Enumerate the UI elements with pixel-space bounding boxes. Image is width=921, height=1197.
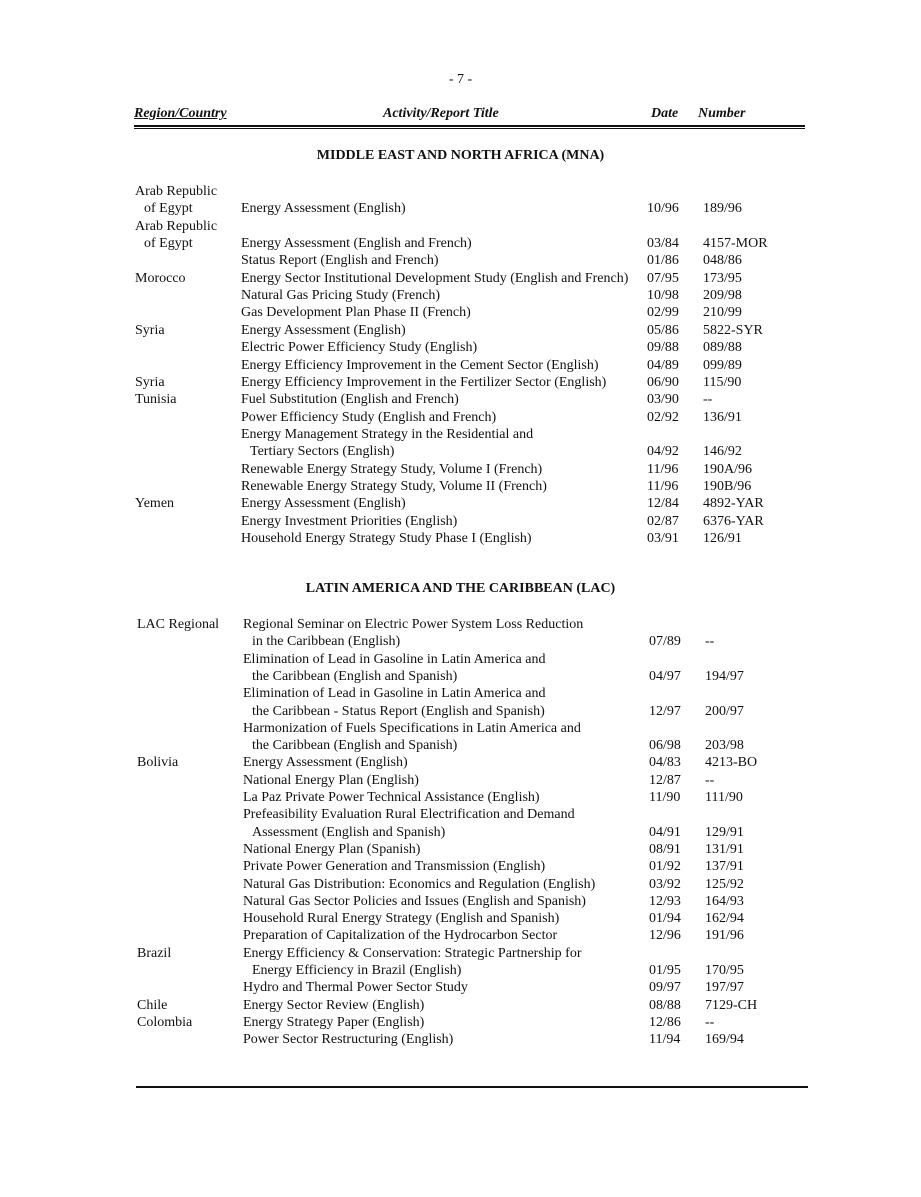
number-cell: 173/95 bbox=[703, 270, 742, 286]
number-cell: 126/91 bbox=[703, 531, 742, 546]
title-cell: Energy Efficiency Improvement in the Cement Sector (English) bbox=[241, 357, 599, 373]
title-cell: Regional Seminar on Electric Power System Loss Reduction bbox=[243, 617, 584, 632]
title-cell: Prefeasibility Evaluation Rural Electrification and Demand bbox=[243, 807, 575, 823]
date-cell: 12/93 bbox=[649, 893, 681, 909]
number-cell: 190B/96 bbox=[703, 478, 752, 494]
number-cell: 203/98 bbox=[705, 738, 744, 754]
number-cell: 4157-MOR bbox=[703, 236, 768, 252]
table-row bbox=[0, 495, 921, 512]
table-row bbox=[0, 218, 921, 235]
date-cell: 12/96 bbox=[649, 928, 681, 944]
title-cell: Energy Sector Institutional Development Study (English and French) bbox=[241, 270, 629, 286]
number-cell: 190A/96 bbox=[703, 461, 752, 477]
column-header bbox=[0, 106, 921, 126]
number-cell: 089/88 bbox=[703, 340, 742, 356]
number-cell: 162/94 bbox=[705, 911, 744, 927]
number-cell: -- bbox=[705, 1014, 715, 1030]
number-cell: 111/90 bbox=[705, 790, 743, 805]
table-row bbox=[0, 478, 921, 495]
number-cell: -- bbox=[705, 772, 715, 788]
title-cell: National Energy Plan (Spanish) bbox=[243, 841, 421, 857]
table-row bbox=[0, 616, 921, 633]
title-cell: La Paz Private Power Technical Assistance (English) bbox=[243, 790, 540, 805]
date-cell: 06/98 bbox=[649, 738, 681, 754]
table-row bbox=[0, 893, 921, 910]
title-cell: Harmonization of Fuels Specifications in Latin America and bbox=[243, 720, 581, 736]
date-cell: 04/92 bbox=[647, 444, 679, 460]
title-cell: Energy Management Strategy in the Residential and bbox=[241, 426, 534, 442]
table-row bbox=[0, 374, 921, 391]
table-row bbox=[0, 200, 921, 217]
table-row bbox=[0, 322, 921, 339]
table-row bbox=[0, 685, 921, 702]
title-cell: Natural Gas Pricing Study (French) bbox=[241, 288, 441, 304]
table-row bbox=[0, 651, 921, 668]
date-cell: 12/84 bbox=[647, 496, 679, 512]
title-cell: Electric Power Efficiency Study (English) bbox=[241, 340, 478, 356]
number-cell: 136/91 bbox=[703, 409, 742, 425]
region-cell: Chile bbox=[137, 997, 168, 1013]
number-cell: 146/92 bbox=[703, 444, 742, 460]
region-cell: Bolivia bbox=[137, 755, 179, 771]
date-cell: 03/91 bbox=[647, 531, 679, 546]
table-row bbox=[0, 409, 921, 426]
date-cell: 10/96 bbox=[647, 201, 679, 217]
date-cell: 04/97 bbox=[649, 668, 681, 684]
title-cell: the Caribbean (English and Spanish) bbox=[252, 668, 458, 684]
table-row bbox=[0, 391, 921, 408]
table-row bbox=[0, 287, 921, 304]
title-cell: Energy Efficiency Improvement in the Fertilizer Sector (English) bbox=[241, 374, 607, 390]
region-cell: Arab Republic bbox=[135, 218, 218, 234]
table-row bbox=[0, 530, 921, 547]
header-number: Number bbox=[698, 106, 746, 121]
number-cell: 194/97 bbox=[705, 668, 744, 684]
title-cell: in the Caribbean (English) bbox=[252, 634, 401, 650]
header-region: Region/Country bbox=[134, 106, 227, 121]
section-heading: MIDDLE EAST AND NORTH AFRICA (MNA) bbox=[316, 148, 605, 163]
date-cell: 03/84 bbox=[647, 236, 679, 252]
title-cell: Household Energy Strategy Study Phase I (English) bbox=[241, 531, 532, 546]
section-heading: LATIN AMERICA AND THE CARIBBEAN (LAC) bbox=[305, 581, 616, 596]
table-row bbox=[0, 824, 921, 841]
table-row bbox=[0, 997, 921, 1014]
date-cell: 01/94 bbox=[649, 911, 681, 927]
date-cell: 12/86 bbox=[649, 1014, 681, 1030]
date-cell: 03/90 bbox=[647, 392, 679, 408]
table-row bbox=[0, 910, 921, 927]
date-cell: 03/92 bbox=[649, 876, 681, 892]
date-cell: 04/91 bbox=[649, 824, 681, 840]
number-cell: 200/97 bbox=[705, 703, 744, 719]
date-cell: 02/87 bbox=[647, 513, 679, 529]
table-row bbox=[0, 737, 921, 754]
table-row bbox=[0, 962, 921, 979]
date-cell: 09/88 bbox=[647, 340, 679, 356]
number-cell: 115/90 bbox=[703, 374, 742, 390]
region-cell: Syria bbox=[135, 322, 165, 338]
region-cell: Brazil bbox=[137, 945, 172, 961]
date-cell: 02/92 bbox=[647, 409, 679, 425]
date-cell: 07/95 bbox=[647, 270, 679, 286]
title-cell: Energy Assessment (English) bbox=[241, 201, 406, 217]
number-cell: 191/96 bbox=[705, 928, 744, 944]
number-cell: 7129-CH bbox=[705, 997, 758, 1013]
title-cell: Hydro and Thermal Power Sector Study bbox=[243, 980, 468, 996]
table-row bbox=[0, 461, 921, 478]
region-cell: of Egypt bbox=[144, 236, 193, 252]
table-row bbox=[0, 789, 921, 806]
table-row bbox=[0, 927, 921, 944]
date-cell: 12/97 bbox=[649, 703, 681, 719]
date-cell: 11/94 bbox=[649, 1032, 681, 1048]
table-row bbox=[0, 945, 921, 962]
title-cell: Renewable Energy Strategy Study, Volume II (French) bbox=[241, 478, 547, 494]
title-cell: Energy Sector Review (English) bbox=[243, 997, 425, 1013]
title-cell: National Energy Plan (English) bbox=[243, 772, 419, 788]
title-cell: Household Rural Energy Strategy (English and Spanish) bbox=[243, 911, 560, 927]
number-cell: 6376-YAR bbox=[703, 513, 764, 529]
date-cell: 01/95 bbox=[649, 963, 681, 978]
table-row bbox=[0, 806, 921, 823]
date-cell: 11/96 bbox=[647, 478, 679, 494]
number-cell: 189/96 bbox=[703, 201, 742, 217]
region-cell: of Egypt bbox=[144, 201, 193, 217]
title-cell: Energy Assessment (English and French) bbox=[241, 236, 472, 252]
number-cell: 099/89 bbox=[703, 357, 742, 373]
title-cell: the Caribbean - Status Report (English and Spanish) bbox=[252, 703, 545, 719]
title-cell: Natural Gas Distribution: Economics and Regulation (English) bbox=[243, 876, 596, 892]
table-row bbox=[0, 357, 921, 374]
table-row bbox=[0, 426, 921, 443]
table-row bbox=[0, 1014, 921, 1031]
header-date: Date bbox=[651, 106, 679, 121]
date-cell: 07/89 bbox=[649, 634, 681, 650]
title-cell: Gas Development Plan Phase II (French) bbox=[241, 305, 471, 321]
number-cell: 125/92 bbox=[705, 876, 744, 892]
title-cell: Assessment (English and Spanish) bbox=[252, 824, 446, 840]
title-cell: Elimination of Lead in Gasoline in Latin America and bbox=[243, 651, 546, 667]
title-cell: Fuel Substitution (English and French) bbox=[241, 392, 459, 408]
table-row bbox=[0, 183, 921, 200]
table-row bbox=[0, 304, 921, 321]
table-row bbox=[0, 270, 921, 287]
table-row bbox=[0, 443, 921, 460]
number-cell: -- bbox=[705, 634, 715, 650]
number-cell: 4213-BO bbox=[705, 755, 758, 771]
region-cell: Colombia bbox=[137, 1014, 193, 1030]
number-cell: 170/95 bbox=[705, 963, 744, 978]
date-cell: 10/98 bbox=[647, 288, 679, 304]
table-row bbox=[0, 252, 921, 269]
table-row bbox=[0, 841, 921, 858]
table-row bbox=[0, 339, 921, 356]
table-row bbox=[0, 235, 921, 252]
number-cell: 131/91 bbox=[705, 841, 744, 857]
region-cell: Yemen bbox=[135, 496, 175, 512]
table-row bbox=[0, 703, 921, 720]
region-cell: Arab Republic bbox=[135, 184, 218, 199]
footer-rule bbox=[136, 1086, 808, 1088]
table-row bbox=[0, 513, 921, 530]
table-row bbox=[0, 1031, 921, 1048]
date-cell: 02/99 bbox=[647, 305, 679, 321]
table-row bbox=[0, 720, 921, 737]
date-cell: 05/86 bbox=[647, 322, 679, 338]
title-cell: Natural Gas Sector Policies and Issues (English and Spanish) bbox=[243, 893, 586, 909]
number-cell: 169/94 bbox=[705, 1032, 744, 1048]
header-rule bbox=[134, 125, 805, 129]
title-cell: the Caribbean (English and Spanish) bbox=[252, 738, 458, 754]
number-cell: 5822-SYR bbox=[703, 322, 763, 338]
title-cell: Energy Assessment (English) bbox=[241, 496, 406, 512]
date-cell: 11/90 bbox=[649, 790, 681, 805]
number-cell: 209/98 bbox=[703, 288, 742, 304]
header-title: Activity/Report Title bbox=[383, 106, 499, 121]
number-cell: 164/93 bbox=[705, 893, 744, 909]
title-cell: Status Report (English and French) bbox=[241, 253, 439, 269]
number-cell: 129/91 bbox=[705, 824, 744, 840]
title-cell: Energy Strategy Paper (English) bbox=[243, 1014, 425, 1030]
date-cell: 01/86 bbox=[647, 253, 679, 269]
title-cell: Private Power Generation and Transmission (English) bbox=[243, 859, 546, 875]
title-cell: Power Sector Restructuring (English) bbox=[243, 1032, 454, 1048]
number-cell: 048/86 bbox=[703, 253, 742, 269]
date-cell: 04/89 bbox=[647, 357, 679, 373]
table-row bbox=[0, 876, 921, 893]
region-cell: Syria bbox=[135, 374, 165, 390]
table-row bbox=[0, 668, 921, 685]
number-cell: 197/97 bbox=[705, 980, 744, 996]
title-cell: Power Efficiency Study (English and French) bbox=[241, 409, 497, 425]
page-number: - 7 - bbox=[448, 72, 473, 87]
table-row bbox=[0, 754, 921, 771]
table-row bbox=[0, 772, 921, 789]
date-cell: 12/87 bbox=[649, 772, 681, 788]
number-cell: 4892-YAR bbox=[703, 496, 764, 512]
date-cell: 08/91 bbox=[649, 841, 681, 857]
title-cell: Energy Investment Priorities (English) bbox=[241, 513, 458, 529]
title-cell: Energy Assessment (English) bbox=[243, 755, 408, 771]
region-cell: Morocco bbox=[135, 270, 186, 286]
date-cell: 09/97 bbox=[649, 980, 681, 996]
table-row bbox=[0, 858, 921, 875]
table-row bbox=[0, 979, 921, 996]
title-cell: Renewable Energy Strategy Study, Volume I (French) bbox=[241, 461, 543, 477]
date-cell: 11/96 bbox=[647, 461, 679, 477]
table-row bbox=[0, 633, 921, 650]
date-cell: 01/92 bbox=[649, 859, 681, 875]
title-cell: Energy Assessment (English) bbox=[241, 322, 406, 338]
title-cell: Energy Efficiency & Conservation: Strategic Partnership for bbox=[243, 945, 582, 961]
title-cell: Energy Efficiency in Brazil (English) bbox=[252, 963, 462, 978]
number-cell: -- bbox=[703, 392, 713, 408]
date-cell: 04/83 bbox=[649, 755, 681, 771]
title-cell: Tertiary Sectors (English) bbox=[250, 444, 395, 460]
title-cell: Elimination of Lead in Gasoline in Latin America and bbox=[243, 686, 546, 702]
date-cell: 06/90 bbox=[647, 374, 679, 390]
number-cell: 137/91 bbox=[705, 859, 744, 875]
region-cell: LAC Regional bbox=[137, 617, 220, 632]
region-cell: Tunisia bbox=[135, 392, 177, 408]
number-cell: 210/99 bbox=[703, 305, 742, 321]
date-cell: 08/88 bbox=[649, 997, 681, 1013]
title-cell: Preparation of Capitalization of the Hydrocarbon Sector bbox=[243, 928, 558, 944]
